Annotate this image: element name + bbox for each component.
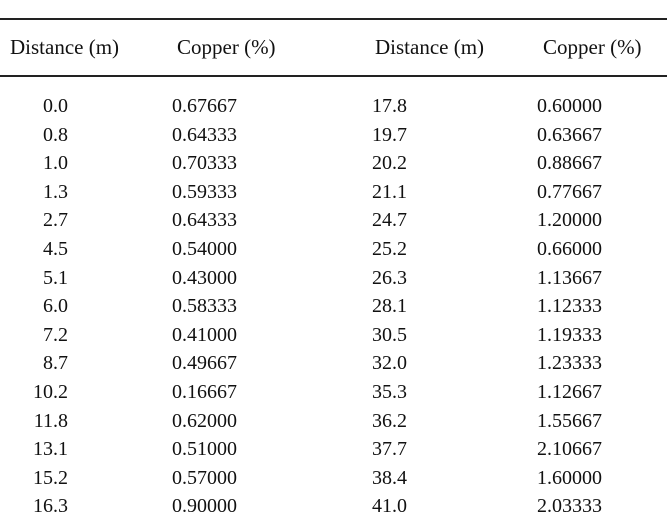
table-cell-copper-right: 1.55667 <box>537 409 602 432</box>
table-cell-copper-right: 0.60000 <box>537 95 602 117</box>
header-divider-rule <box>0 75 667 77</box>
table-cell-copper-left: 0.16667 <box>172 380 237 403</box>
table-cell-distance-left: 8.7 <box>43 352 68 375</box>
table-cell-distance-right: 21.1 <box>372 180 407 203</box>
table-cell-copper-left: 0.43000 <box>172 266 237 289</box>
table-cell-distance-left: 10.2 <box>33 380 68 403</box>
table-cell-distance-right: 17.8 <box>372 95 407 117</box>
table-cell-distance-right: 28.1 <box>372 295 407 318</box>
table-cell-copper-right: 1.13667 <box>537 266 602 289</box>
table-cell-copper-left: 0.62000 <box>172 409 237 432</box>
table-cell-distance-right: 36.2 <box>372 409 407 432</box>
table-cell-copper-right: 1.12333 <box>537 295 602 318</box>
table-cell-distance-right: 30.5 <box>372 323 407 346</box>
table-cell-copper-left: 0.57000 <box>172 466 237 489</box>
table-cell-distance-right: 41.0 <box>372 495 407 518</box>
table-cell-distance-right: 20.2 <box>372 152 407 175</box>
table-cell-copper-right: 2.10667 <box>537 438 602 461</box>
table-cell-distance-right: 38.4 <box>372 466 407 489</box>
table-cell-distance-left: 7.2 <box>43 323 68 346</box>
table-cell-copper-right: 0.88667 <box>537 152 602 175</box>
table-cell-copper-left: 0.70333 <box>172 152 237 175</box>
table-cell-copper-right: 1.20000 <box>537 209 602 232</box>
header-distance-left: Distance (m) <box>10 35 120 59</box>
table-cell-distance-left: 5.1 <box>43 266 68 289</box>
table-cell-distance-right: 35.3 <box>372 380 407 403</box>
table-cell-copper-right: 1.12667 <box>537 380 602 403</box>
table-cell-copper-left: 0.58333 <box>172 295 237 318</box>
table-cell-copper-left: 0.64333 <box>172 209 237 232</box>
table-cell-copper-right: 2.03333 <box>537 495 602 518</box>
column-distance-right <box>372 92 407 521</box>
header-copper-left: Copper (%) <box>177 35 276 59</box>
column-copper-left <box>172 92 237 521</box>
table-cell-distance-left: 6.0 <box>43 295 68 318</box>
table-cell-distance-left: 13.1 <box>33 438 68 461</box>
table-cell-distance-left: 4.5 <box>43 237 68 260</box>
table-cell-copper-left: 0.59333 <box>172 180 237 203</box>
table-cell-distance-left: 1.3 <box>43 180 68 203</box>
column-copper-right <box>537 92 602 521</box>
column-distance-left <box>8 92 68 521</box>
table-cell-distance-left: 16.3 <box>33 495 68 518</box>
table-cell-copper-right: 0.63667 <box>537 123 602 146</box>
header-copper-right: Copper (%) <box>543 35 642 59</box>
table-cell-copper-left: 0.67667 <box>172 95 237 117</box>
table-cell-copper-right: 1.60000 <box>537 466 602 489</box>
table-cell-distance-right: 19.7 <box>372 123 407 146</box>
table-cell-distance-left: 0.0 <box>43 95 68 117</box>
table-cell-distance-right: 37.7 <box>372 438 407 461</box>
table-cell-distance-right: 26.3 <box>372 266 407 289</box>
table-cell-copper-left: 0.54000 <box>172 237 237 260</box>
table-top-rule <box>0 18 667 20</box>
table-cell-copper-left: 0.49667 <box>172 352 237 375</box>
table-cell-distance-left: 11.8 <box>33 409 68 432</box>
table-cell-distance-right: 32.0 <box>372 352 407 375</box>
table-cell-distance-left: 0.8 <box>43 123 68 146</box>
table-cell-distance-right: 25.2 <box>372 237 407 260</box>
table-cell-copper-right: 1.19333 <box>537 323 602 346</box>
table-cell-copper-right: 0.66000 <box>537 237 602 260</box>
table-cell-copper-left: 0.64333 <box>172 123 237 146</box>
table-cell-distance-left: 15.2 <box>33 466 68 489</box>
header-distance-right: Distance (m) <box>375 35 485 59</box>
table-cell-distance-left: 1.0 <box>43 152 68 175</box>
table-cell-distance-left: 2.7 <box>43 209 68 232</box>
table-cell-copper-left: 0.41000 <box>172 323 237 346</box>
table-cell-copper-left: 0.90000 <box>172 495 237 518</box>
table-cell-distance-right: 24.7 <box>372 209 407 232</box>
table-cell-copper-right: 0.77667 <box>537 180 602 203</box>
table-cell-copper-right: 1.23333 <box>537 352 602 375</box>
table-cell-copper-left: 0.51000 <box>172 438 237 461</box>
